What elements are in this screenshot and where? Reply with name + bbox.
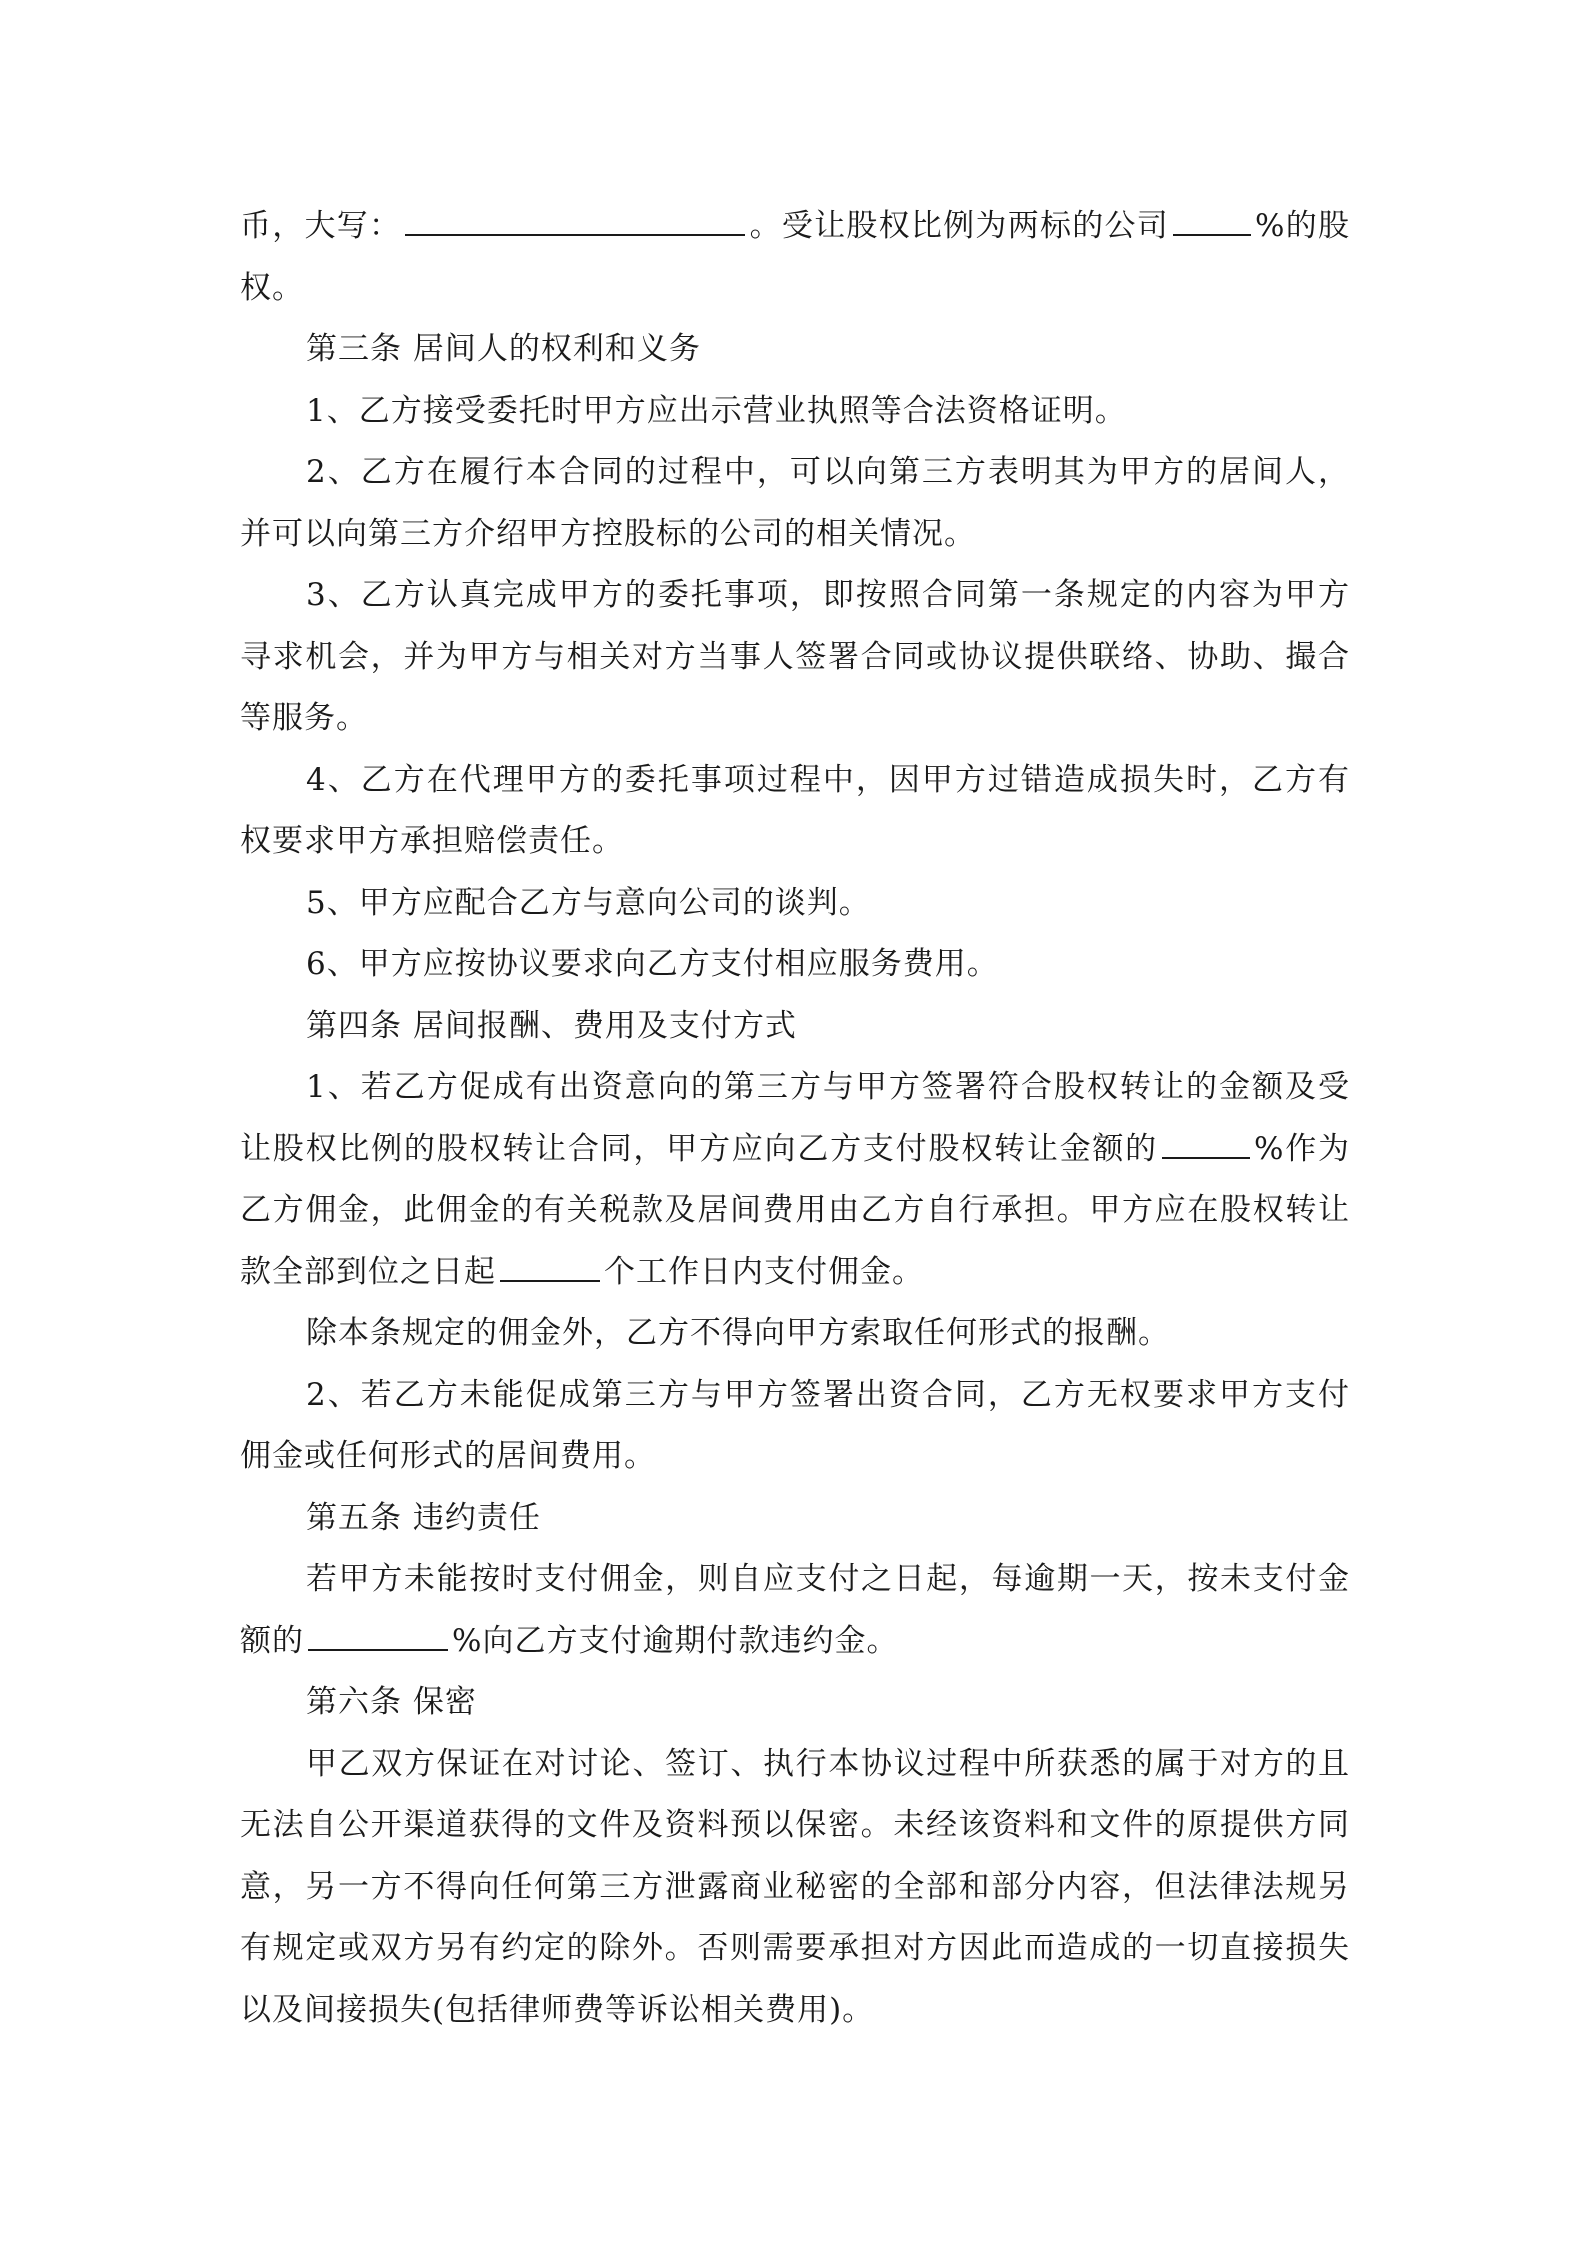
article-6-text: 甲乙双方保证在对讨论、签订、执行本协议过程中所获悉的属于对方的且无法自公开渠道获得的文件及资料预以保密。未经该资料和文件的原提供方同意，另一方不得向任何第三方泄露商业秘密的全部和部分内容，但法律法规另有规定或双方另有约定的除外。否则需要承担对方因此而造成的一切直接损失以及间接损失(包括律师费等诉讼相关费用)。 xyxy=(240,1745,1350,2028)
article-5-heading: 第五条 违约责任 xyxy=(306,1499,541,1536)
text-segment: %向乙方支付逾期付款违约金。 xyxy=(452,1622,899,1659)
working-days-blank xyxy=(500,1252,600,1282)
penalty-percent-blank xyxy=(308,1621,448,1651)
article-6-heading: 第六条 保密 xyxy=(306,1684,477,1720)
article-3-item-4: 4、乙方在代理甲方的委托事项过程中，因甲方过错造成损失时，乙方有权要求甲方承担赔偿责任。 xyxy=(240,761,1350,859)
article-3-item-2: 2、乙方在履行本合同的过程中，可以向第三方表明其为甲方的居间人，并可以向第三方介绍甲方控股标的公司的相关情况。 xyxy=(240,454,1350,552)
text-segment: 个工作日内支付佣金。 xyxy=(604,1253,924,1290)
article-4-note: 除本条规定的佣金外，乙方不得向甲方索取任何形式的报酬。 xyxy=(306,1315,1170,1351)
article-3-heading: 第三条 居间人的权利和义务 xyxy=(306,331,701,367)
commission-percent-blank xyxy=(1162,1129,1250,1159)
text-segment: 币，大写： xyxy=(240,208,402,244)
article-4-item-2: 2、若乙方未能促成第三方与甲方签署出资合同，乙方无权要求甲方支付佣金或任何形式的居间费用。 xyxy=(240,1376,1350,1474)
article-4-heading: 第四条 居间报酬、费用及支付方式 xyxy=(306,1007,797,1044)
paragraph-currency-line xyxy=(240,196,1350,319)
text-segment: 若甲方未能按时支付佣金，则自应支付之日起，每逾期一天，按未支付金额的 xyxy=(240,1561,1350,1659)
text-segment: %作为乙方佣金，此佣金的有关税款及居间费用由乙方自行承担。甲方应在股权转让款全部到位之日起 xyxy=(240,1130,1350,1290)
article-3-item-1: 1、乙方接受委托时甲方应出示营业执照等合法资格证明。 xyxy=(306,392,1127,429)
text-segment: 。受让股权比例为两标的公司 xyxy=(749,208,1170,244)
document-body xyxy=(240,196,1350,2041)
article-3-item-5: 5、甲方应配合乙方与意向公司的谈判。 xyxy=(306,884,871,921)
article-3-item-3: 3、乙方认真完成甲方的委托事项，即按照合同第一条规定的内容为甲方寻求机会，并为甲方与相关对方当事人签署合同或协议提供联络、协助、撮合等服务。 xyxy=(240,577,1350,736)
article-4-item-1 xyxy=(240,1057,1350,1303)
amount-in-words-blank xyxy=(405,206,745,236)
equity-ratio-blank xyxy=(1173,206,1251,236)
article-5-text xyxy=(240,1549,1350,1672)
article-3-item-6: 6、甲方应按协议要求向乙方支付相应服务费用。 xyxy=(306,946,999,982)
text-segment: 1、若乙方促成有出资意向的第三方与甲方签署符合股权转让的金额及受让股权比例的股权转让合同，甲方应向乙方支付股权转让金额的 xyxy=(240,1069,1350,1167)
text-segment: %的股权。 xyxy=(240,208,1350,306)
